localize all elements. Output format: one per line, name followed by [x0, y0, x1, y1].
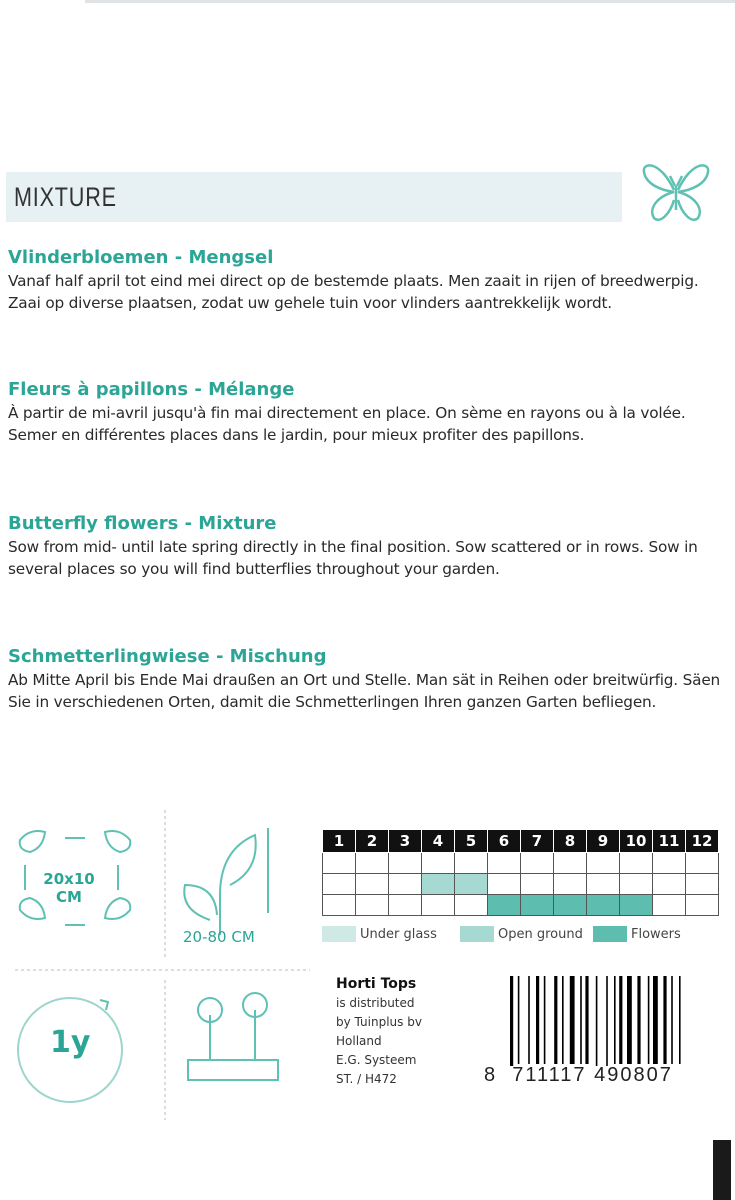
barcode — [505, 976, 725, 1066]
barcode-bar — [510, 976, 513, 1066]
barcode-bar — [648, 976, 650, 1064]
calendar-cell — [587, 895, 620, 916]
legend-flowers — [593, 926, 681, 942]
calendar-cell — [620, 853, 653, 874]
calendar-cell — [455, 874, 488, 895]
top-divider — [85, 0, 735, 3]
calendar-cell — [488, 853, 521, 874]
month-header: 7 — [521, 830, 554, 853]
spacing-label — [42, 870, 96, 906]
section-text: Ab Mitte April bis Ende Mai draußen an Ort und Stelle. Man sät in Reihen oder breitwürfig. Säen Sie in verschiedenen Orten, damit die Schmetterlingen Ihren ganzen Garten befliegen. — [8, 671, 721, 711]
calendar-cell — [521, 874, 554, 895]
section-french — [8, 378, 733, 446]
spacing-value: 20x10 — [43, 870, 95, 888]
calendar-cell — [455, 853, 488, 874]
calendar-cell — [455, 895, 488, 916]
calendar-cell — [554, 853, 587, 874]
calendar-cell — [488, 874, 521, 895]
month-header: 11 — [653, 830, 686, 853]
calendar-cell — [686, 874, 719, 895]
barcode-bar — [554, 976, 557, 1064]
barcode-bar — [606, 976, 608, 1066]
distributor-line: E.G. Systeem — [336, 1053, 417, 1067]
section-title: Butterfly flowers - Mixture — [8, 513, 277, 534]
distributor-line: Holland — [336, 1034, 382, 1048]
calendar-cell — [389, 853, 422, 874]
calendar-cell — [422, 874, 455, 895]
spacing-unit: CM — [56, 888, 82, 906]
calendar-cell — [488, 895, 521, 916]
calendar-cell — [356, 853, 389, 874]
section-english — [8, 512, 733, 580]
calendar-row — [323, 895, 719, 916]
calendar-cell — [521, 895, 554, 916]
calendar-cell — [323, 874, 356, 895]
calendar-cell — [587, 874, 620, 895]
barcode-digit: 8 — [484, 1064, 498, 1086]
calendar-cell — [653, 895, 686, 916]
lifecycle-label: 1y — [50, 1025, 91, 1060]
section-title: Schmetterlingwiese - Mischung — [8, 646, 327, 667]
legend-open-ground — [460, 926, 583, 942]
calendar-row — [323, 853, 719, 874]
barcode-bar — [536, 976, 539, 1064]
distributor-line: ST. / H472 — [336, 1072, 397, 1086]
variety-banner — [6, 172, 622, 222]
barcode-bar — [619, 976, 622, 1064]
brand: Horti Tops — [336, 976, 417, 992]
calendar-cell — [356, 874, 389, 895]
barcode-bar — [671, 976, 673, 1064]
month-header: 3 — [389, 830, 422, 853]
calendar-cell — [653, 853, 686, 874]
barcode-bar — [580, 976, 582, 1064]
month-header: 5 — [455, 830, 488, 853]
calendar-row — [323, 874, 719, 895]
barcode-bar — [596, 976, 598, 1066]
legend-label: Flowers — [631, 926, 681, 942]
barcode-bar — [679, 976, 681, 1064]
calendar-cell — [356, 895, 389, 916]
month-header: 1 — [323, 830, 356, 853]
calendar-cell — [521, 853, 554, 874]
butterfly-icon — [640, 160, 712, 228]
barcode-bar — [637, 976, 640, 1064]
calendar-cell — [323, 853, 356, 874]
section-dutch — [8, 246, 733, 314]
calendar-cell — [554, 874, 587, 895]
height-label: 20-80 CM — [183, 928, 255, 946]
calendar-cell — [389, 895, 422, 916]
barcode-bar — [570, 976, 575, 1064]
section-german — [8, 645, 733, 713]
calendar-cell — [686, 895, 719, 916]
barcode-bar — [562, 976, 564, 1064]
legend-under-glass — [322, 926, 437, 942]
barcode-digits: 711117 — [512, 1064, 587, 1086]
month-header: 2 — [356, 830, 389, 853]
sowing-calendar — [322, 829, 719, 916]
barcode-bar — [518, 976, 520, 1064]
edge-mark — [713, 1140, 731, 1200]
calendar-cell — [389, 874, 422, 895]
month-header: 6 — [488, 830, 521, 853]
month-header: 9 — [587, 830, 620, 853]
barcode-digits: 490807 — [594, 1064, 673, 1086]
banner-label: MIXTURE — [14, 182, 117, 212]
barcode-bar — [614, 976, 616, 1064]
section-title: Fleurs à papillons - Mélange — [8, 379, 295, 400]
distributor-line: is distributed — [336, 996, 415, 1010]
distributor-line: by Tuinplus bv — [336, 1015, 422, 1029]
section-text: À partir de mi-avril jusqu'à fin mai directement en place. On sème en rayons ou à la volée. Semer en différentes places dans le jardin, pour mieux profiter des papillons. — [8, 404, 686, 444]
barcode-bar — [627, 976, 632, 1064]
calendar-cell — [620, 895, 653, 916]
barcode-bar — [544, 976, 546, 1064]
barcode-bar — [663, 976, 666, 1064]
calendar-cell — [587, 853, 620, 874]
icon-panels — [10, 810, 310, 1130]
calendar-cell — [422, 853, 455, 874]
barcode-number — [484, 1064, 724, 1087]
barcode-bar — [653, 976, 658, 1064]
distributor-info — [336, 975, 422, 1089]
calendar-cell — [686, 853, 719, 874]
legend-label: Under glass — [360, 926, 437, 942]
calendar-cell — [620, 874, 653, 895]
section-text: Vanaf half april tot eind mei direct op de bestemde plaats. Men zaait in rijen of breedwerpig. Zaai op diverse plaatsen, zodat uw gehele tuin voor vlinders aantrekkelijk wordt. — [8, 272, 699, 312]
calendar-cell — [323, 895, 356, 916]
barcode-bar — [585, 976, 588, 1064]
calendar-cell — [422, 895, 455, 916]
section-title: Vlinderbloemen - Mengsel — [8, 247, 274, 268]
barcode-bar — [528, 976, 530, 1064]
legend-label: Open ground — [498, 926, 583, 942]
section-text: Sow from mid- until late spring directly in the final position. Sow scattered or in rows. Sow in several places so you will find butterflies throughout your garden. — [8, 538, 698, 578]
calendar-cell — [653, 874, 686, 895]
month-header: 10 — [620, 830, 653, 853]
month-header: 12 — [686, 830, 719, 853]
month-header: 4 — [422, 830, 455, 853]
calendar-cell — [554, 895, 587, 916]
month-header: 8 — [554, 830, 587, 853]
